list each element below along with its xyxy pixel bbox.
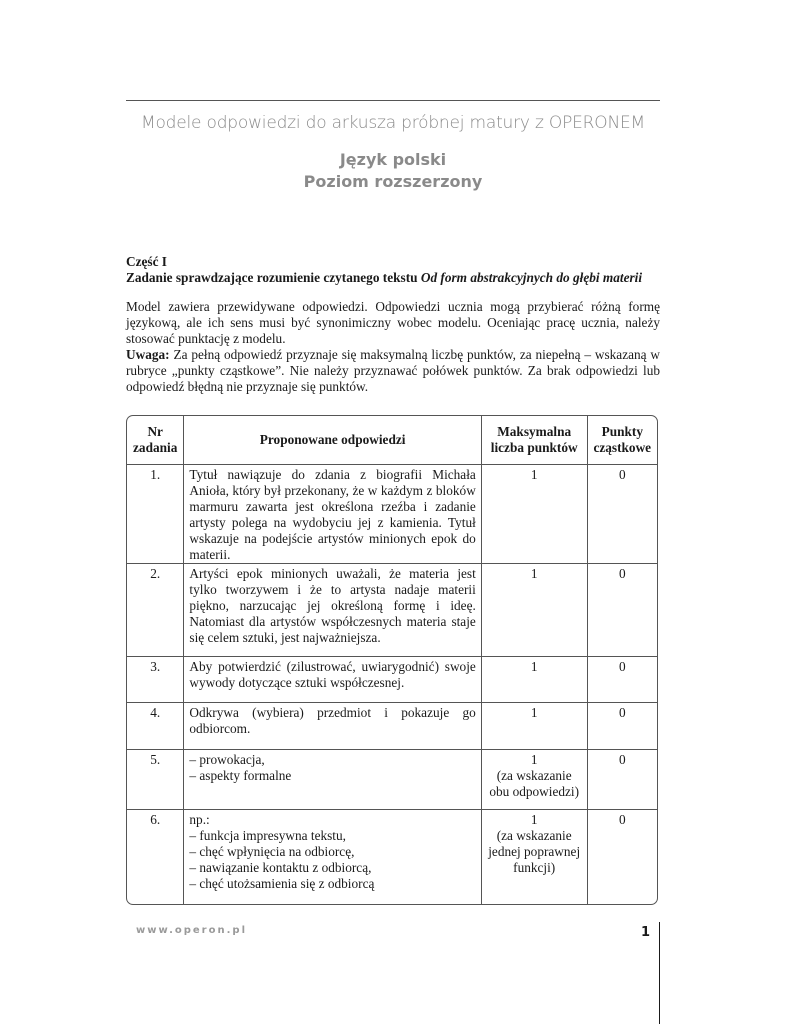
- intro-text: Model zawiera przewidywane odpowiedzi. Odpowiedzi ucznia mogą przybierać różną formę językową, ale ich sens musi być synonimiczny wobec modelu. Oceniając pracę ucznia, należy stosować punktację z modelu.: [126, 299, 660, 346]
- task-source-title: Od form abstrakcyjnych do głębi materii: [420, 270, 643, 285]
- max-points-line: 1: [530, 812, 538, 827]
- footer-url: www.operon.pl: [136, 925, 247, 936]
- max-points-cell: [481, 465, 587, 564]
- partial-points-cell: 0: [587, 657, 657, 703]
- max-points-line: obu odpowiedzi): [489, 784, 580, 799]
- answer-line: Tytuł nawiązuje do zdania z biografii Michała Anioła, który był przekonany, że w każdym z bloków marmuru zawarta jest określona rzeźba i zadanie artysty polega na wydobyciu jej z kamienia. Tytuł wskazuje na podejście artystów minionych epok do materii.: [189, 467, 476, 562]
- max-points-cell: [481, 810, 587, 906]
- max-points-line: 1: [530, 752, 538, 767]
- answer-line: – aspekty formalne: [189, 768, 292, 783]
- answer-cell: [184, 703, 481, 750]
- max-points-line: 1: [530, 566, 538, 581]
- partial-points-cell: 0: [587, 703, 657, 750]
- table-row: [127, 657, 657, 703]
- table-row: [127, 750, 657, 810]
- task-number: 2.: [127, 564, 184, 657]
- partial-points-cell: 0: [587, 465, 657, 564]
- header-max-points: Maksymalna liczba punktów: [481, 416, 587, 465]
- answer-line: – chęć wpłynięcia na odbiorcę,: [189, 844, 355, 859]
- task-number: 1.: [127, 465, 184, 564]
- answer-cell: [184, 465, 481, 564]
- max-points-line: (za wskazanie: [496, 828, 572, 843]
- partial-points-cell: 0: [587, 564, 657, 657]
- answer-line: – funkcja impresywna tekstu,: [189, 828, 346, 843]
- table-row: [127, 703, 657, 750]
- answer-line: – nawiązanie kontaktu z odbiorcą,: [189, 860, 372, 875]
- answer-cell: [184, 810, 481, 906]
- part-heading: Część I: [126, 254, 167, 269]
- header-answers: Proponowane odpowiedzi: [184, 416, 481, 465]
- table-row: [127, 810, 657, 906]
- max-points-cell: [481, 750, 587, 810]
- max-points-line: jednej poprawnej: [488, 844, 581, 859]
- max-points-line: 1: [530, 467, 538, 482]
- table-row: [127, 465, 657, 564]
- partial-points-cell: 0: [587, 750, 657, 810]
- max-points-line: funkcji): [513, 860, 556, 875]
- table-row: [127, 564, 657, 657]
- task-number: 3.: [127, 657, 184, 703]
- header-partial-points: Punkty cząstkowe: [587, 416, 657, 465]
- header-task-number: Nr zadania: [127, 416, 184, 465]
- document-title: Modele odpowiedzi do arkusza próbnej matury z OPERONEM: [141, 113, 645, 133]
- answer-line: np.:: [189, 812, 210, 827]
- answer-table: [126, 415, 658, 905]
- max-points-cell: [481, 657, 587, 703]
- note-text: Za pełną odpowiedź przyznaje się maksymalną liczbę punktów, za niepełną – wskazaną w rubryce „punkty cząstkowe”. Nie należy przyznawać połówek punktów. Za brak odpowiedzi lub odpowiedź błędną nie przyznaje się punktów.: [126, 347, 660, 394]
- answer-line: Aby potwierdzić (zilustrować, uwiarygodnić) swoje wywody dotyczące sztuki współczesnej.: [189, 659, 476, 690]
- note-label: Uwaga:: [126, 347, 170, 362]
- answer-cell: [184, 564, 481, 657]
- max-points-line: 1: [530, 659, 538, 674]
- task-number: 5.: [127, 750, 184, 810]
- note-paragraph: [126, 347, 660, 395]
- subject-title: Język polski: [339, 150, 447, 169]
- answer-cell: [184, 750, 481, 810]
- answer-line: – prowokacja,: [189, 752, 265, 767]
- footer-vertical-rule: [659, 922, 660, 1024]
- max-points-line: 1: [530, 705, 538, 720]
- level-title: Poziom rozszerzony: [303, 172, 483, 191]
- task-number: 6.: [127, 810, 184, 906]
- max-points-line: (za wskazanie: [496, 768, 572, 783]
- table-header-row: [127, 416, 657, 465]
- max-points-cell: [481, 564, 587, 657]
- task-number: 4.: [127, 703, 184, 750]
- header-divider: [126, 100, 660, 101]
- intro-paragraph: [126, 299, 660, 347]
- task-heading: [126, 270, 660, 286]
- page-number: 1: [641, 925, 651, 940]
- task-prefix: Zadanie sprawdzające rozumienie czytanego tekstu: [126, 270, 421, 285]
- answer-line: – chęć utożsamienia się z odbiorcą: [189, 876, 375, 891]
- answer-cell: [184, 657, 481, 703]
- answer-line: Odkrywa (wybiera) przedmiot i pokazuje go odbiorcom.: [189, 705, 476, 736]
- partial-points-cell: 0: [587, 810, 657, 906]
- max-points-cell: [481, 703, 587, 750]
- answer-line: Artyści epok minionych uważali, że materia jest tylko tworzywem i że to artysta nadaje materii piękno, narzucając jej określoną formę i ideę. Natomiast dla artystów współczesnych materia staje się celem sztuki, jest najważniejsza.: [189, 566, 476, 645]
